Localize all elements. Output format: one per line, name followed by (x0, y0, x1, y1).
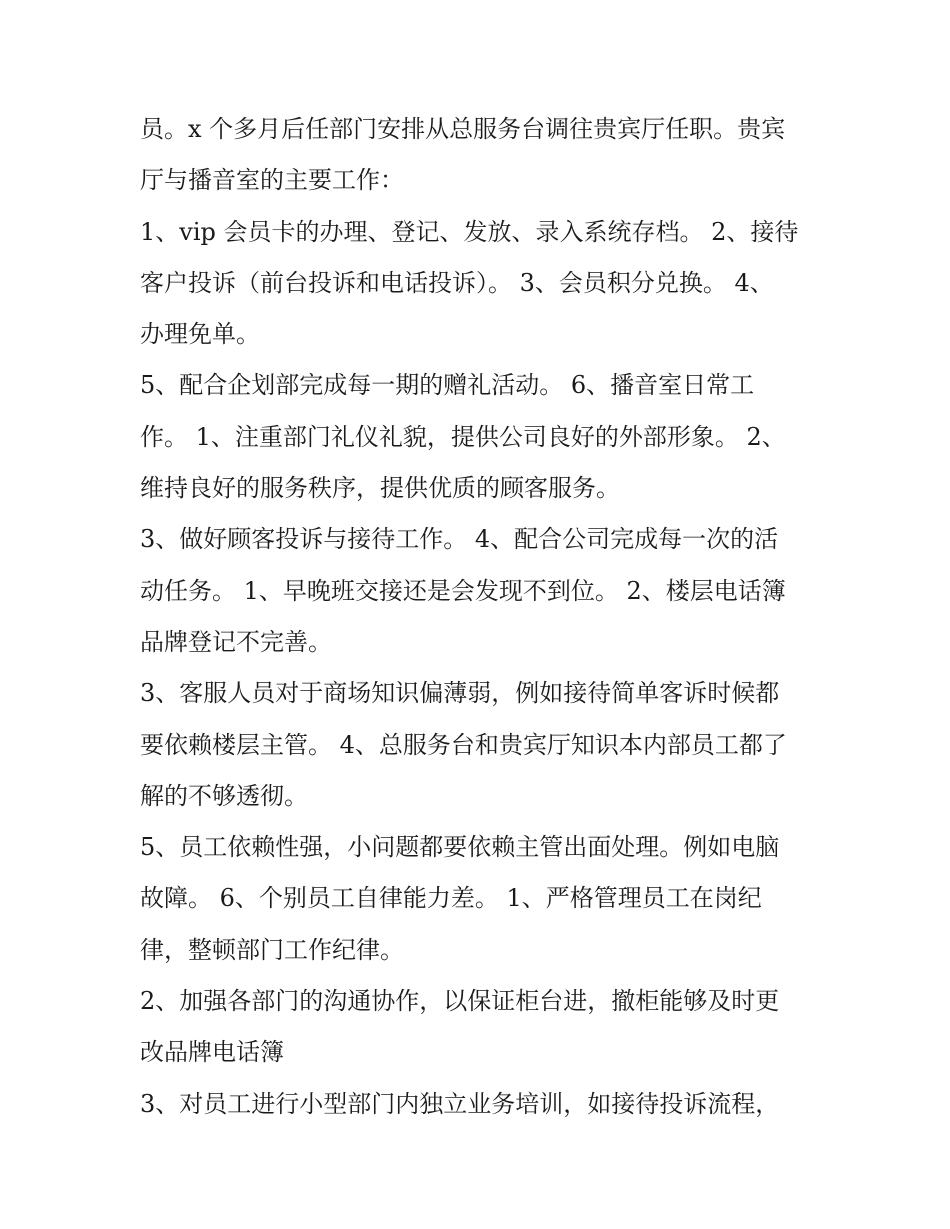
text-line: 要依赖楼层主管。 4、总服务台和贵宾厅知识本内部员工都了 (140, 730, 787, 759)
text-line: 5、配合企划部完成每一期的赠礼活动。 6、播音室日常工 (140, 371, 755, 400)
text-line: 3、对员工进行小型部门内独立业务培训，如接待投诉流程， (140, 1089, 780, 1118)
text-line: 动任务。 1、早晚班交接还是会发现不到位。 2、楼层电话簿 (140, 576, 786, 605)
text-line: 客户投诉（前台投诉和电话投诉）。 3、会员积分兑换。 4、 (140, 268, 774, 297)
text-line: 作。 1、注重部门礼仪礼貌，提供公司良好的外部形象。 2、 (140, 422, 786, 451)
text-line: 厅与播音室的主要工作： (140, 166, 404, 195)
text-line: 1、vip 会员卡的办理、登记、发放、录入系统存档。 2、接待 (140, 217, 799, 246)
text-line: 员。x 个多月后任部门安排从总服务台调往贵宾厅任职。贵宾 (140, 115, 786, 143)
body-text (140, 104, 820, 1130)
text-line: 故障。 6、个别员工自律能力差。 1、严格管理员工在岗纪 (140, 884, 762, 913)
text-line: 维持良好的服务秩序，提供优质的顾客服务。 (140, 474, 620, 503)
text-line: 3、做好顾客投诉与接待工作。 4、配合公司完成每一次的活 (140, 525, 779, 554)
text-line: 解的不够透彻。 (140, 781, 308, 810)
text-line: 律，整顿部门工作纪律。 (140, 935, 404, 964)
text-line: 2、加强各部门的沟通协作，以保证柜台进，撤柜能够及时更 (140, 987, 780, 1016)
text-line: 办理免单。 (140, 320, 260, 349)
text-line: 5、员工依赖性强，小问题都要依赖主管出面处理。例如电脑 (140, 833, 780, 862)
text-line: 品牌登记不完善。 (140, 627, 332, 656)
text-line: 改品牌电话簿 (140, 1038, 284, 1067)
text-line: 3、客服人员对于商场知识偏薄弱，例如接待简单客诉时候都 (140, 679, 780, 708)
